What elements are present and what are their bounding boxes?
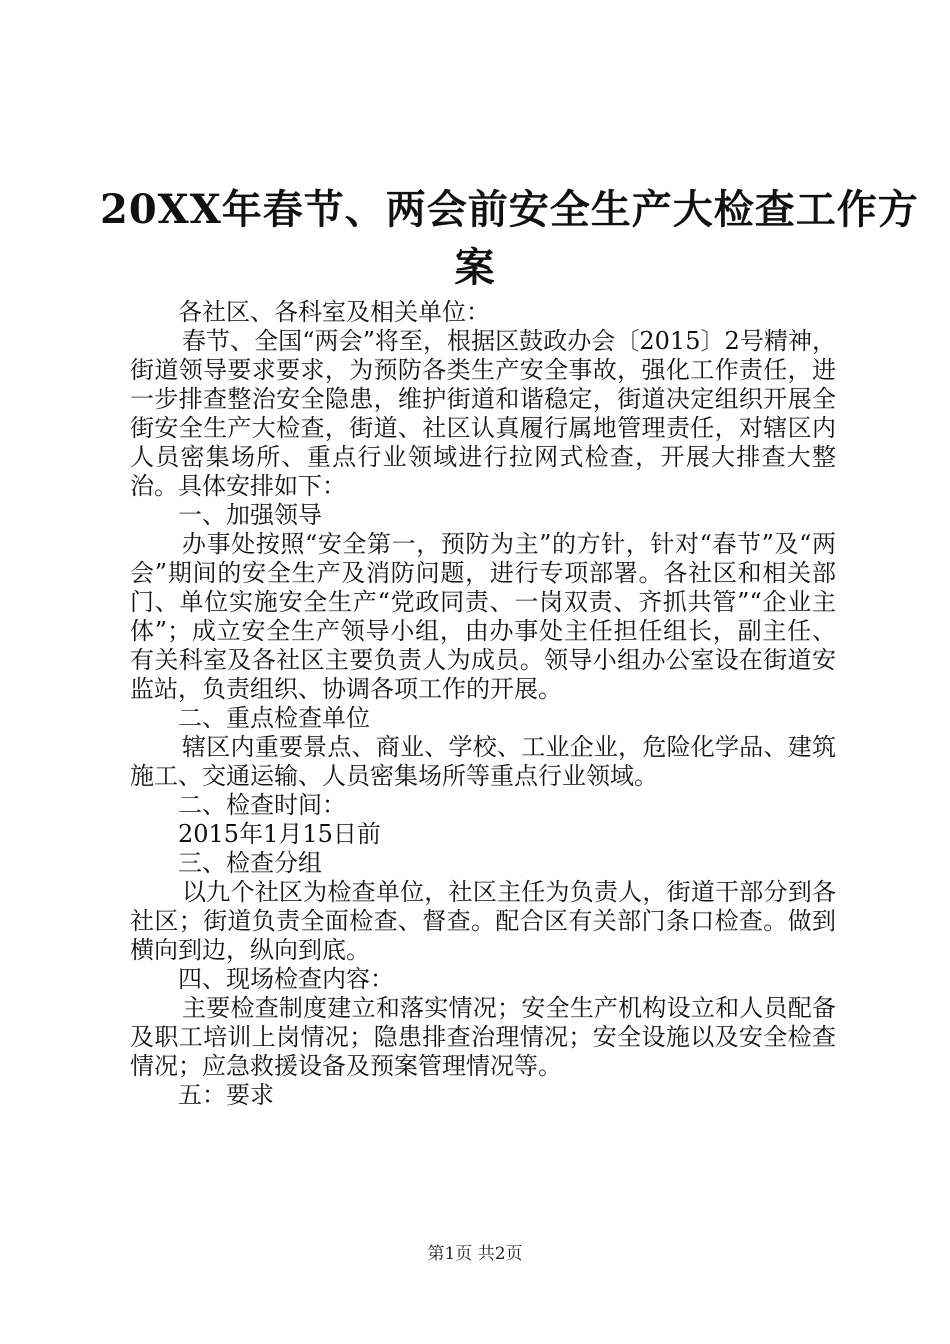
body-paragraph: 主要检查制度建立和落实情况；安全生产机构设立和人员配备及职工培训上岗情况；隐患排查治理情况；安全设施以及安全检查情况；应急救援设备及预案管理情况等。: [130, 994, 836, 1080]
section-heading: 二、检查时间：: [178, 791, 346, 819]
document-title-line-2: 案: [454, 244, 496, 291]
section-heading: 二、重点检查单位: [178, 704, 370, 732]
section-heading: 五：要求: [178, 1081, 274, 1109]
section-heading: 四、现场检查内容：: [178, 965, 394, 993]
section-heading: 一、加强领导: [178, 501, 322, 529]
document-title-line-1: 20XX年春节、两会前安全生产大检查工作方: [100, 186, 919, 233]
salutation: 各社区、各科室及相关单位：: [178, 298, 490, 326]
section-heading: 三、检查分组: [178, 849, 322, 877]
body-paragraph: 2015年1月15日前: [178, 820, 381, 848]
intro-paragraph: 春节、全国“两会”将至，根据区鼓政办会〔2015〕2号精神，街道领导要求要求，为预防各类生产安全事故，强化工作责任，进一步排查整治安全隐患，维护街道和谐稳定，街道决定组织开展全街安全生产大检查，街道、社区认真履行属地管理责任，对辖区内人员密集场所、重点行业领域进行拉网式检查，开展大排查大整治。具体安排如下：: [130, 327, 836, 500]
page-number-footer: 第1页 共2页: [427, 1244, 523, 1264]
body-paragraph: 以九个社区为检查单位，社区主任为负责人，街道干部分到各社区；街道负责全面检查、督查。配合区有关部门条口检查。做到横向到边，纵向到底。: [130, 878, 836, 964]
body-paragraph: 辖区内重要景点、商业、学校、工业企业，危险化学品、建筑施工、交通运输、人员密集场所等重点行业领域。: [130, 733, 836, 790]
document-body: [130, 298, 836, 1110]
body-paragraph: 办事处按照“安全第一，预防为主”的方针，针对“春节”及“两会”期间的安全生产及消防问题，进行专项部署。各社区和相关部门、单位实施安全生产“党政同责、一岗双责、齐抓共管”“企业主体”；成立安全生产领导小组，由办事处主任担任组长，副主任、有关科室及各社区主要负责人为成员。领导小组办公室设在街道安监站，负责组织、协调各项工作的开展。: [130, 530, 836, 703]
